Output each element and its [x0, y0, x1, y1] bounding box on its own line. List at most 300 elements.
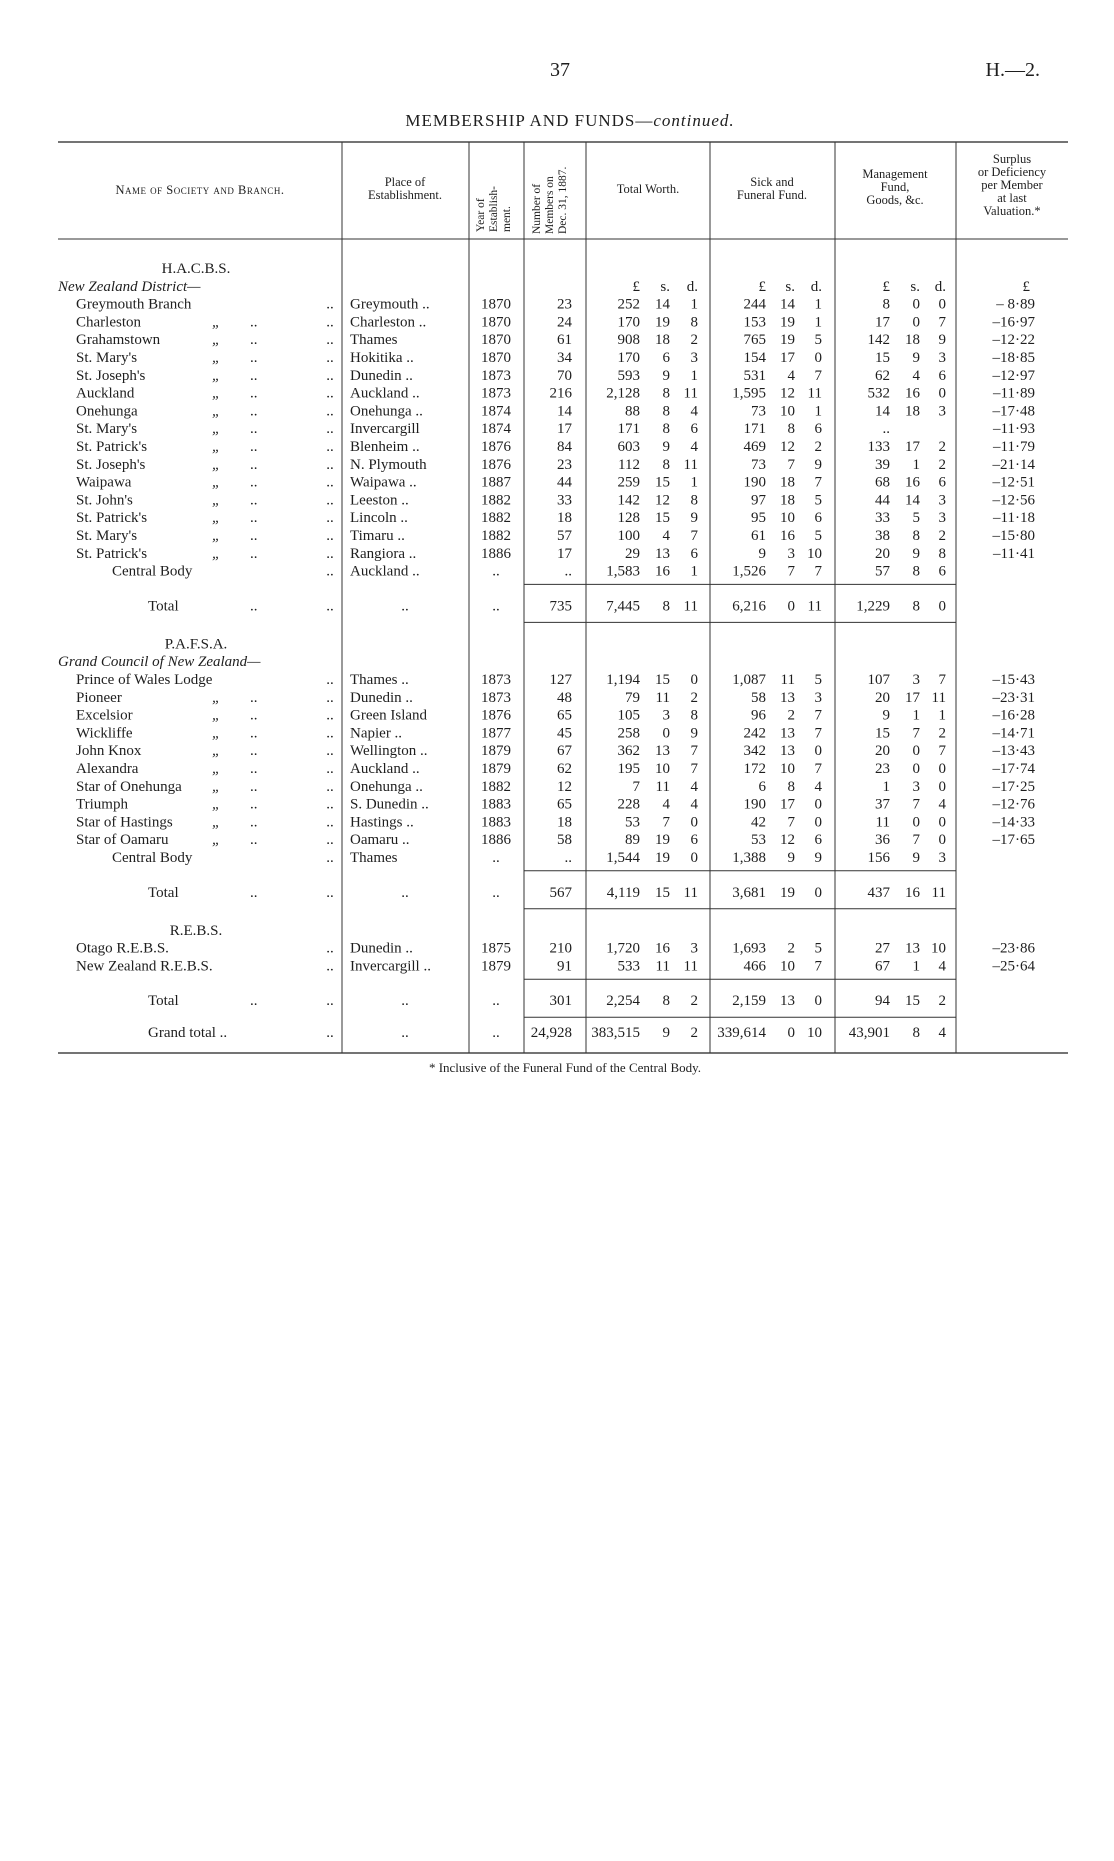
leader-dots: .. — [326, 725, 334, 742]
management-fund-pounds: .. — [882, 421, 890, 438]
total-worth-shillings: 8 — [662, 385, 670, 402]
sick-fund-shillings: 12 — [780, 439, 795, 455]
header-management-fund: Fund, — [880, 180, 910, 194]
total-worth-pence: 4 — [690, 778, 698, 795]
management-fund-pounds: 33 — [875, 510, 890, 527]
total-worth-pounds: 105 — [617, 707, 640, 724]
total-worth-pounds: 100 — [617, 528, 640, 544]
total-worth-shillings: 13 — [655, 743, 670, 760]
sick-fund-pence: 7 — [814, 563, 822, 580]
management-fund-shillings: 7 — [912, 725, 920, 742]
surplus-per-member: – 8·89 — [996, 296, 1035, 313]
management-fund-shillings: 9 — [912, 350, 920, 366]
management-fund-pence: 4 — [938, 958, 946, 975]
year-established: 1886 — [481, 832, 511, 849]
management-fund-pence: 7 — [938, 743, 946, 760]
sick-fund-pounds: 190 — [743, 474, 766, 491]
leader-dots: .. — [326, 796, 334, 813]
footnote: * Inclusive of the Funeral Fund of the Central Body. — [428, 1060, 702, 1075]
year-established: 1877 — [481, 725, 511, 742]
ditto-mark: „ — [212, 689, 221, 706]
year-established: 1873 — [481, 367, 511, 384]
sick-fund-pounds: 172 — [743, 761, 766, 777]
management-fund-shillings: 1 — [912, 958, 920, 975]
total-worth-pence: 4 — [690, 439, 698, 455]
total-label: Total — [148, 598, 179, 615]
place-of-establishment: Timaru .. — [350, 528, 405, 544]
sick-fund-pounds: 466 — [743, 958, 766, 975]
year-established: .. — [492, 850, 500, 866]
unit-header-mgmt-shillings: s. — [910, 278, 920, 295]
total-worth-pounds: 383,515 — [591, 1025, 640, 1042]
place-of-establishment: S. Dunedin .. — [350, 796, 429, 813]
sick-fund-shillings: 14 — [780, 296, 795, 313]
sick-fund-pounds: 244 — [743, 296, 766, 313]
total-worth-pounds: 128 — [617, 510, 640, 527]
sick-fund-pence: 5 — [814, 332, 822, 349]
branch-name: Alexandra — [76, 761, 139, 777]
header-sick-fund: Funeral Fund. — [736, 188, 808, 202]
total-worth-pounds: 1,720 — [606, 940, 640, 957]
management-fund-pence: 7 — [938, 672, 946, 688]
unit-header-sick-pounds: £ — [758, 278, 766, 295]
management-fund-pence: 0 — [938, 296, 946, 313]
surplus-per-member: –16·28 — [992, 707, 1035, 724]
member-count: 17 — [557, 421, 572, 438]
total-worth-pounds: 89 — [625, 832, 640, 849]
place-of-establishment: Leeston .. — [350, 492, 409, 509]
sick-fund-pence: 1 — [814, 296, 822, 313]
leader-dots: .. — [250, 385, 258, 402]
sick-fund-pounds: 171 — [743, 421, 766, 438]
member-count: 23 — [557, 296, 572, 313]
member-count: 44 — [557, 474, 572, 491]
sick-fund-shillings: 10 — [780, 761, 795, 777]
management-fund-pounds: 9 — [882, 707, 890, 724]
sick-fund-pounds: 342 — [743, 743, 766, 760]
management-fund-shillings: 9 — [912, 850, 920, 866]
table-row — [76, 510, 1035, 526]
sick-fund-pence: 10 — [807, 545, 822, 562]
ditto-mark: „ — [212, 832, 221, 849]
management-fund-pence: 6 — [938, 474, 946, 491]
member-count: 62 — [557, 761, 572, 777]
table-row — [76, 814, 1035, 830]
total-worth-pence: 9 — [690, 725, 698, 742]
leader-dots: .. — [326, 743, 334, 760]
total-management-fund-pence: 2 — [938, 993, 946, 1010]
management-fund-shillings: 3 — [912, 672, 920, 688]
total-worth-shillings: 8 — [662, 403, 670, 420]
table-row — [76, 832, 1035, 848]
total-worth-pounds: 88 — [625, 403, 640, 420]
year-established: 1886 — [481, 545, 511, 562]
total-worth-shillings: 8 — [662, 421, 670, 438]
header-surplus: per Member — [981, 178, 1043, 192]
total-management-fund-pounds: 1,229 — [856, 598, 890, 615]
member-count: 23 — [557, 456, 572, 473]
total-members: 301 — [549, 993, 572, 1010]
header-sick-fund: Sick and — [750, 175, 794, 189]
leader-dots: .. — [250, 689, 258, 706]
sick-fund-pence: 6 — [814, 832, 822, 849]
table-row — [112, 850, 946, 866]
member-count: 18 — [557, 814, 572, 831]
sick-fund-pounds: 61 — [751, 528, 766, 544]
management-fund-pounds: 44 — [875, 492, 890, 509]
total-members: 24,928 — [530, 1025, 572, 1042]
table-title — [405, 111, 734, 130]
total-worth-shillings: 4 — [662, 796, 670, 813]
leader-dots: .. — [326, 385, 334, 402]
unit-header-sick-shillings: s. — [785, 278, 795, 295]
year-established: 1876 — [481, 439, 511, 455]
place-of-establishment: Oamaru .. — [350, 832, 410, 849]
table-row — [76, 386, 1035, 402]
year-established: 1887 — [481, 474, 511, 491]
sick-fund-pounds: 96 — [751, 707, 766, 724]
sick-fund-shillings: 10 — [780, 403, 795, 420]
total-worth-pence: 9 — [690, 510, 698, 527]
total-worth-pence: 0 — [690, 850, 698, 866]
section-total-row — [148, 885, 946, 901]
sick-fund-shillings: 13 — [780, 743, 795, 760]
management-fund-pounds: 17 — [875, 314, 890, 331]
leader-dots: .. — [250, 993, 258, 1010]
total-sick-fund-pence: 0 — [814, 884, 822, 901]
sick-fund-pence: 5 — [814, 528, 822, 544]
place-of-establishment: Thames — [350, 850, 398, 866]
management-fund-shillings: 1 — [912, 456, 920, 473]
ditto-mark: „ — [212, 403, 221, 420]
society-heading — [170, 923, 223, 939]
header-name: Name of Society and Branch. — [115, 183, 285, 197]
surplus-per-member: –23·86 — [992, 940, 1035, 957]
year-established: 1870 — [481, 350, 511, 366]
branch-name: Central Body — [112, 850, 193, 866]
management-fund-shillings: 17 — [905, 689, 920, 706]
table-row — [76, 403, 1035, 419]
leader-dots: .. — [326, 884, 334, 901]
place-of-establishment: Greymouth .. — [350, 296, 430, 313]
management-fund-pence: 3 — [938, 510, 946, 527]
total-worth-shillings: 11 — [655, 958, 670, 975]
place-of-establishment: Hastings .. — [350, 814, 414, 831]
total-worth-pounds: 170 — [617, 314, 640, 331]
management-fund-pence: 3 — [938, 492, 946, 509]
total-worth-shillings: 9 — [662, 367, 670, 384]
header-year: Year of — [475, 198, 487, 232]
ditto-mark: „ — [212, 350, 221, 366]
total-worth-pence: 7 — [690, 761, 698, 777]
management-fund-pence: 0 — [938, 385, 946, 402]
page-number: 37 — [550, 59, 570, 81]
leader-dots: .. — [250, 528, 258, 544]
total-sick-fund-pounds: 339,614 — [717, 1025, 766, 1042]
total-worth-shillings: 4 — [662, 528, 670, 544]
unit-header-sick-pence: d. — [810, 278, 822, 295]
management-fund-shillings: 0 — [912, 743, 920, 760]
total-worth-shillings: 11 — [655, 778, 670, 795]
sick-fund-shillings: 19 — [780, 332, 795, 349]
sick-fund-shillings: 18 — [780, 492, 795, 509]
member-count: 216 — [549, 385, 572, 402]
leader-dots: .. — [250, 350, 258, 366]
management-fund-shillings: 7 — [912, 832, 920, 849]
total-worth-pence: 2 — [690, 689, 698, 706]
total-worth-pounds: 228 — [617, 796, 640, 813]
society-name: H.A.C.B.S. — [161, 261, 231, 277]
total-worth-pounds: 195 — [617, 761, 640, 777]
header-total-worth: Total Worth. — [616, 182, 680, 196]
management-fund-shillings: 0 — [912, 814, 920, 831]
management-fund-pounds: 23 — [875, 761, 890, 777]
table-body — [57, 261, 1035, 1041]
year-established: 1882 — [481, 778, 511, 795]
sick-fund-shillings: 9 — [787, 850, 795, 866]
management-fund-pounds: 62 — [875, 367, 890, 384]
management-fund-shillings: 1 — [912, 707, 920, 724]
branch-name: Charleston — [76, 314, 141, 331]
surplus-per-member: –11·93 — [993, 421, 1035, 438]
sick-fund-shillings: 17 — [780, 796, 795, 813]
total-sick-fund-shillings: 13 — [780, 993, 795, 1010]
surplus-per-member: –12·76 — [992, 796, 1035, 813]
total-worth-pence: 8 — [690, 707, 698, 724]
header-surplus: at last — [997, 191, 1027, 205]
leader-dots: .. — [250, 884, 258, 901]
sick-fund-pounds: 531 — [743, 367, 766, 384]
management-fund-shillings: 16 — [905, 474, 920, 491]
total-worth-pounds: 362 — [617, 743, 640, 760]
management-fund-pounds: 14 — [875, 403, 890, 420]
ditto-mark: „ — [212, 332, 221, 349]
total-worth-pounds: 1,544 — [606, 850, 640, 866]
management-fund-pounds: 1 — [882, 778, 890, 795]
surplus-per-member: –18·85 — [992, 350, 1035, 366]
society-name: P.A.F.S.A. — [164, 636, 228, 653]
leader-dots: .. — [326, 672, 334, 688]
total-management-fund-pence: 4 — [938, 1025, 946, 1042]
year-blank: .. — [492, 598, 500, 615]
sick-fund-pence: 9 — [814, 850, 822, 866]
surplus-per-member: –23·31 — [992, 689, 1035, 706]
sick-fund-pence: 9 — [814, 456, 822, 473]
leader-dots: .. — [326, 403, 334, 420]
total-worth-pence: 2 — [690, 332, 698, 349]
surplus-per-member: –12·22 — [992, 332, 1035, 349]
total-worth-pounds: 258 — [617, 725, 640, 742]
sick-fund-pounds: 242 — [743, 725, 766, 742]
leader-dots: .. — [326, 1025, 334, 1042]
management-fund-pence: 0 — [938, 814, 946, 831]
branch-name: St. Mary's — [76, 421, 138, 438]
sick-fund-shillings: 2 — [787, 707, 795, 724]
leader-dots: .. — [326, 528, 334, 544]
surplus-per-member: –15·80 — [992, 528, 1035, 544]
management-fund-shillings: 17 — [905, 439, 920, 455]
table-row — [76, 725, 1035, 741]
management-fund-pence: 7 — [938, 314, 946, 331]
place-of-establishment: Onehunga .. — [350, 778, 423, 795]
table-row — [76, 690, 1035, 706]
member-count: 84 — [557, 439, 572, 455]
surplus-per-member: –11·89 — [993, 385, 1035, 402]
sick-fund-pence: 0 — [814, 743, 822, 760]
member-count: 33 — [557, 492, 572, 509]
surplus-per-member: –12·51 — [992, 474, 1035, 491]
sick-fund-pence: 7 — [814, 761, 822, 777]
leader-dots: .. — [250, 778, 258, 795]
total-worth-pounds: 252 — [617, 296, 640, 313]
leader-dots: .. — [250, 832, 258, 849]
header-place: Place of — [384, 175, 426, 189]
sick-fund-pounds: 9 — [758, 545, 766, 562]
leader-dots: .. — [250, 456, 258, 473]
branch-name: St. Mary's — [76, 528, 138, 544]
management-fund-pence: 0 — [938, 778, 946, 795]
total-worth-shillings: 15 — [655, 474, 670, 491]
table-title-main: MEMBERSHIP AND FUNDS— — [405, 111, 654, 130]
sick-fund-pence: 0 — [814, 814, 822, 831]
leader-dots: .. — [326, 598, 334, 615]
management-fund-pence: 3 — [938, 850, 946, 866]
year-established: 1875 — [481, 940, 511, 957]
place-of-establishment: Thames — [350, 332, 398, 349]
leader-dots: .. — [250, 510, 258, 527]
leader-dots: .. — [250, 598, 258, 615]
management-fund-pence: 6 — [938, 563, 946, 580]
sick-fund-pence: 5 — [814, 492, 822, 509]
total-worth-shillings: 6 — [662, 350, 670, 366]
member-count: 18 — [557, 510, 572, 527]
header-members: Members on — [544, 176, 556, 234]
branch-name: Star of Oamaru — [76, 832, 169, 849]
total-worth-shillings: 7 — [662, 814, 670, 831]
management-fund-pounds: 133 — [867, 439, 890, 455]
management-fund-pounds: 15 — [875, 725, 890, 742]
total-worth-pounds: 1,583 — [606, 563, 640, 580]
total-worth-pence: 11 — [683, 385, 698, 402]
management-fund-pounds: 38 — [875, 528, 890, 544]
header-members: Number of — [531, 183, 543, 234]
branch-name: Onehunga — [76, 403, 138, 420]
management-fund-pence: 10 — [931, 940, 946, 957]
management-fund-pounds: 20 — [875, 689, 890, 706]
place-of-establishment: Onehunga .. — [350, 403, 423, 420]
sick-fund-pence: 1 — [814, 314, 822, 331]
member-count: 48 — [557, 689, 572, 706]
ditto-mark: „ — [212, 761, 221, 777]
society-heading — [162, 261, 231, 277]
header-place: Establishment. — [368, 188, 442, 202]
ditto-mark: „ — [212, 421, 221, 438]
sick-fund-pounds: 153 — [743, 314, 766, 331]
total-worth-pence: 3 — [690, 940, 698, 957]
sick-fund-pounds: 765 — [743, 332, 766, 349]
management-fund-pounds: 142 — [867, 332, 890, 349]
total-worth-shillings: 19 — [655, 832, 670, 849]
year-established: 1876 — [481, 456, 511, 473]
total-worth-pence: 0 — [690, 814, 698, 831]
leader-dots: .. — [326, 689, 334, 706]
place-of-establishment: Hokitika .. — [350, 350, 414, 366]
leader-dots: .. — [250, 761, 258, 777]
member-count: 70 — [557, 367, 572, 384]
sick-fund-shillings: 19 — [780, 314, 795, 331]
sick-fund-shillings: 18 — [780, 474, 795, 491]
total-management-fund-shillings: 16 — [905, 884, 920, 901]
total-worth-shillings: 8 — [662, 456, 670, 473]
total-worth-shillings: 15 — [655, 884, 670, 901]
total-management-fund-shillings: 8 — [912, 598, 920, 615]
total-worth-pounds: 2,254 — [606, 993, 640, 1010]
management-fund-pounds: 20 — [875, 545, 890, 562]
place-of-establishment: Dunedin .. — [350, 689, 413, 706]
year-blank: .. — [492, 993, 500, 1010]
total-worth-shillings: 15 — [655, 510, 670, 527]
total-worth-pounds: 908 — [617, 332, 640, 349]
leader-dots: .. — [326, 492, 334, 509]
leader-dots: .. — [250, 474, 258, 491]
sick-fund-shillings: 11 — [780, 672, 795, 688]
surplus-per-member: –11·18 — [993, 510, 1035, 527]
member-count: 24 — [557, 314, 572, 331]
management-fund-pence: 9 — [938, 332, 946, 349]
total-worth-pence: 8 — [690, 314, 698, 331]
place-of-establishment: Thames .. — [350, 672, 409, 688]
total-worth-pounds: 533 — [617, 958, 640, 975]
sick-fund-shillings: 3 — [787, 545, 795, 562]
sick-fund-pence: 2 — [814, 439, 822, 455]
ditto-mark: „ — [212, 707, 221, 724]
total-sick-fund-pence: 11 — [807, 598, 822, 615]
leader-dots: .. — [326, 850, 334, 866]
table-row — [76, 672, 1035, 688]
year-established: 1883 — [481, 814, 511, 831]
header-year: ment. — [501, 206, 513, 232]
sick-fund-shillings: 8 — [787, 778, 795, 795]
year-blank: .. — [492, 884, 500, 901]
management-fund-shillings: 18 — [905, 332, 920, 349]
table-row — [76, 421, 1035, 437]
header-management-fund: Management — [862, 167, 928, 181]
total-management-fund-pounds: 94 — [875, 993, 890, 1010]
leader-dots: .. — [326, 993, 334, 1010]
total-worth-shillings: 8 — [662, 598, 670, 615]
total-sick-fund-shillings: 0 — [787, 598, 795, 615]
place-of-establishment: Blenheim .. — [350, 439, 420, 455]
branch-name: Prince of Wales Lodge — [76, 672, 213, 688]
sick-fund-pounds: 154 — [743, 350, 766, 366]
sick-fund-pence: 7 — [814, 958, 822, 975]
sick-fund-shillings: 7 — [787, 563, 795, 580]
leader-dots: .. — [326, 332, 334, 349]
total-worth-pence: 4 — [690, 403, 698, 420]
surplus-per-member: –17·25 — [992, 778, 1035, 795]
ditto-mark: „ — [212, 367, 221, 384]
sick-fund-shillings: 2 — [787, 940, 795, 957]
management-fund-pence: 0 — [938, 761, 946, 777]
total-worth-shillings: 12 — [655, 492, 670, 509]
leader-dots: .. — [326, 510, 334, 527]
year-established: 1873 — [481, 672, 511, 688]
unit-header-worth-shillings: s. — [660, 278, 670, 295]
total-worth-pounds: 112 — [618, 456, 640, 473]
management-fund-shillings: 8 — [912, 528, 920, 544]
table-row — [76, 528, 1035, 544]
member-count: 57 — [557, 528, 572, 544]
